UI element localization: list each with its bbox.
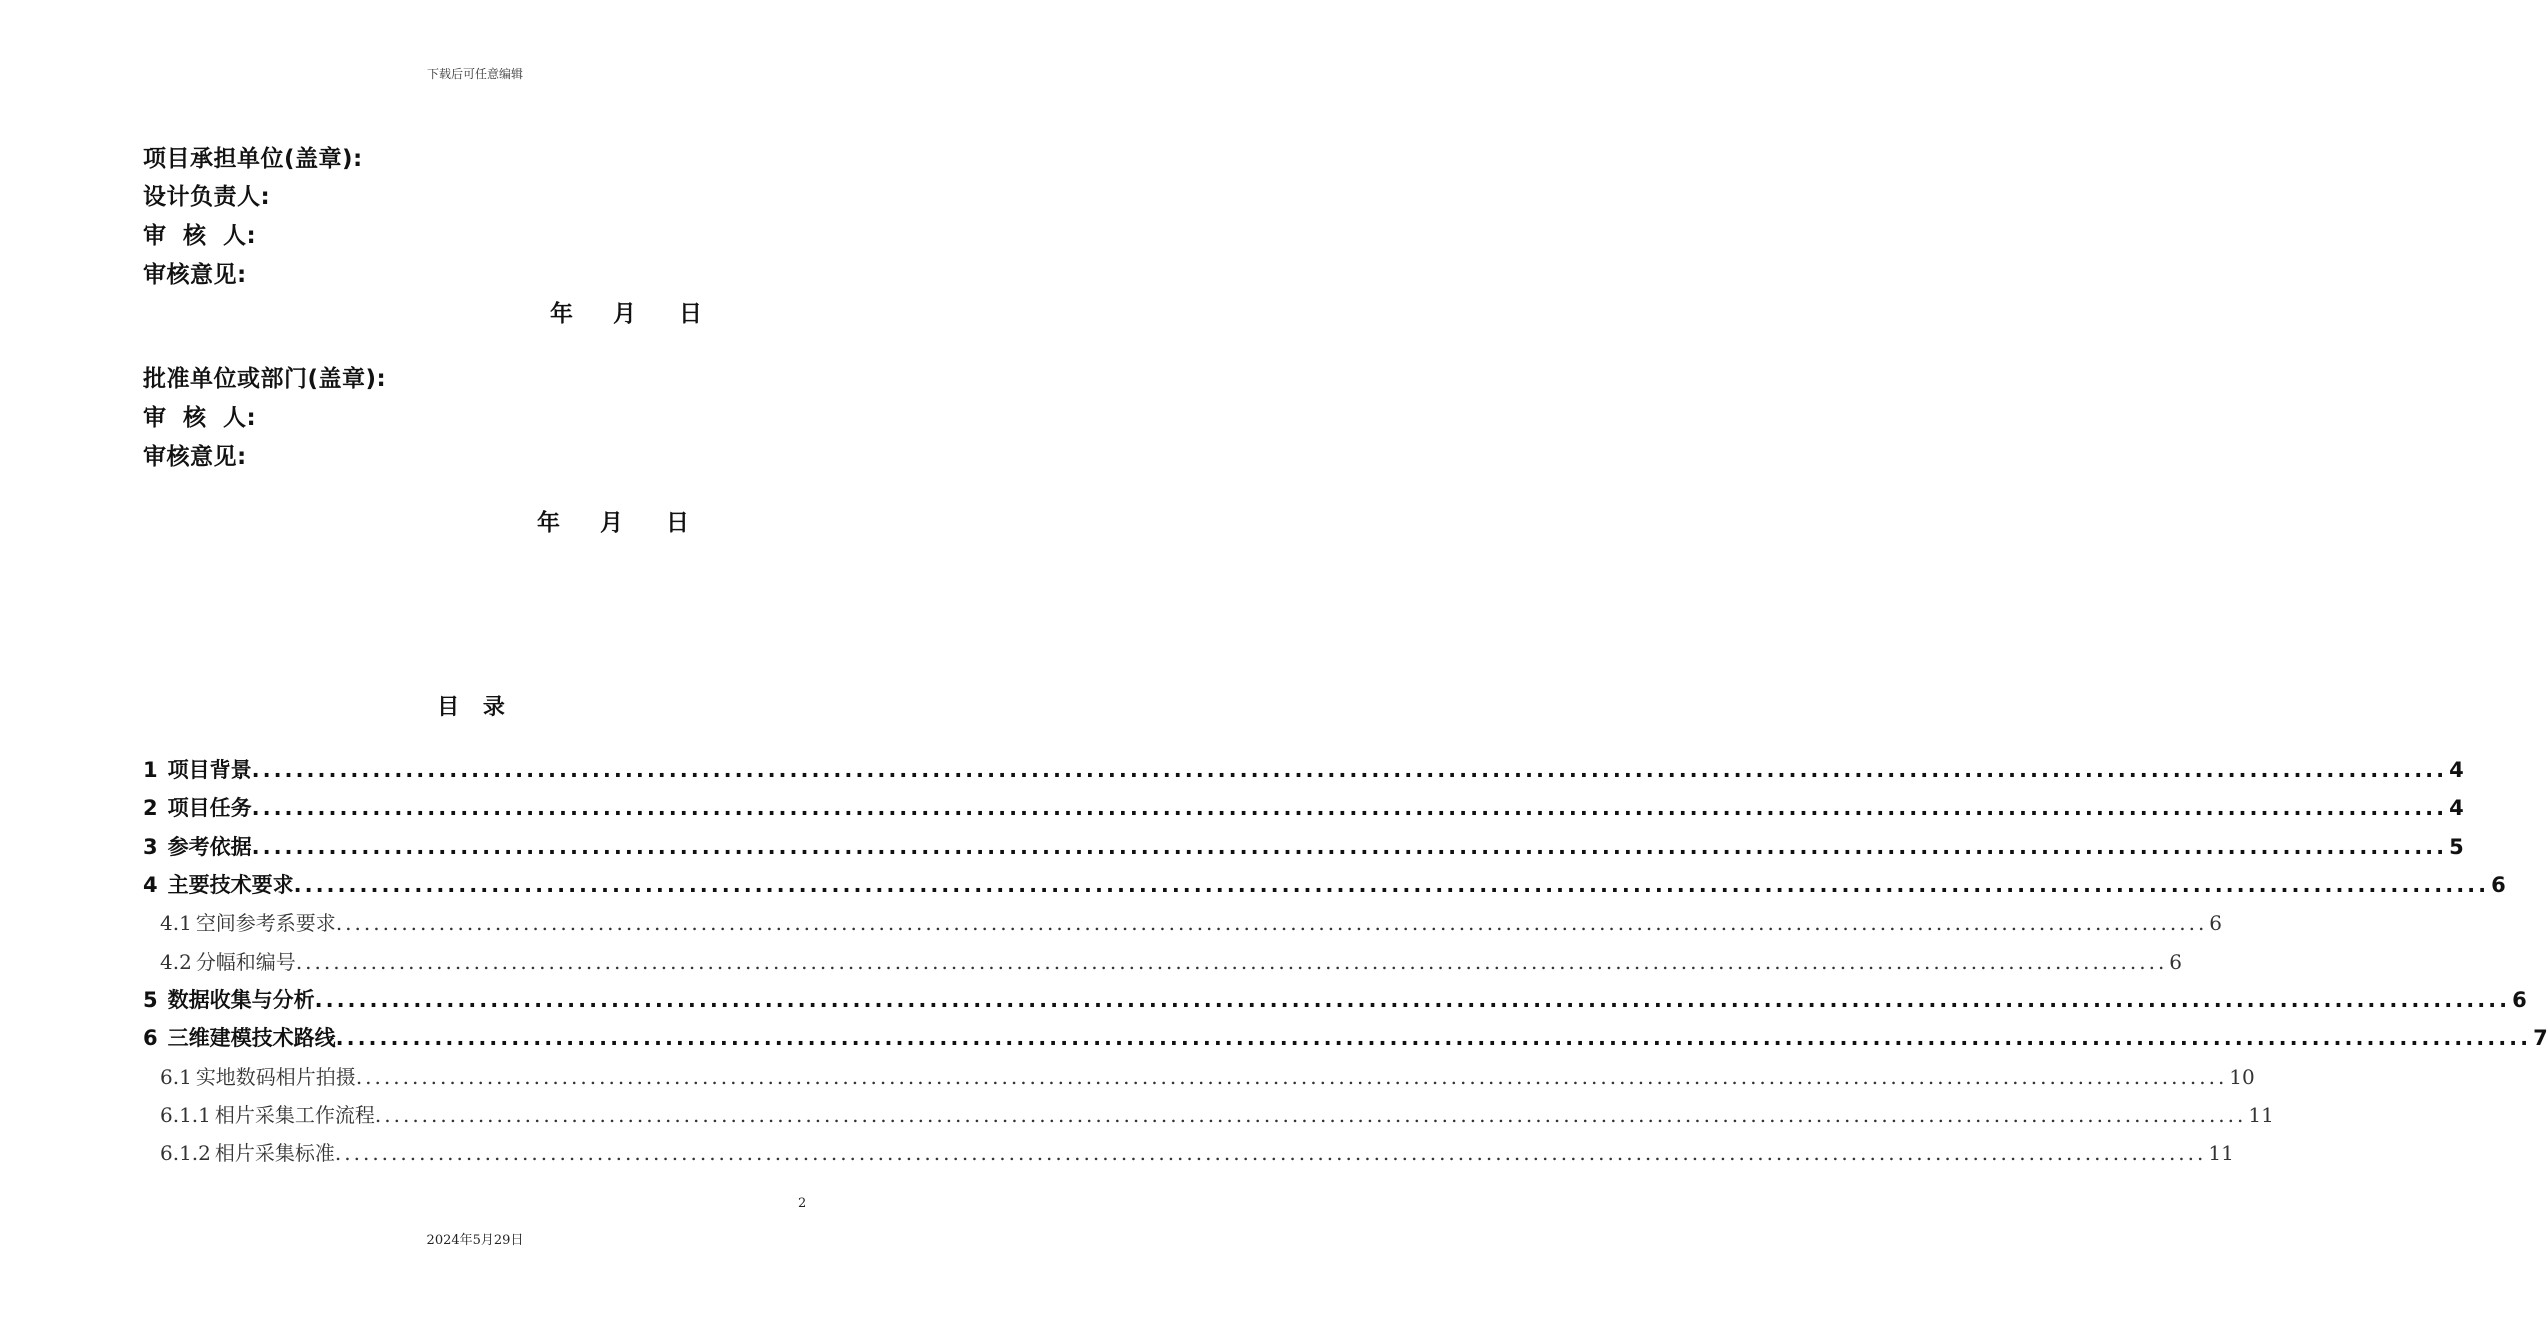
toc-leader: ........................................................................................................................................................................................................: [293, 873, 2490, 897]
toc-page-number: 6: [2169, 950, 2183, 974]
toc-entry[interactable]: 6 三维建模技术路线 ........................................................................................................................................................................................................ 7: [143, 1022, 805, 1052]
toc-entry[interactable]: 4 主要技术要求 ........................................................................................................................................................................................................ 6: [143, 869, 805, 899]
day-label: 日: [679, 301, 702, 327]
toc-entry-title: 三维建模技术路线: [167, 1026, 336, 1050]
toc-page-number: 4: [2449, 758, 2464, 782]
toc-entry-title: 项目任务: [167, 796, 252, 820]
toc-entry-title: 项目背景: [167, 758, 252, 782]
header-note: 下载后可任意编辑: [426, 67, 523, 81]
toc-entry-title: 主要技术要求: [167, 873, 294, 897]
toc-entry-title: 实地数码相片拍摄: [195, 1065, 356, 1089]
toc-entry[interactable]: 6.1.2 相片采集标准 ........................................................................................................................................................................................................ 11: [160, 1137, 805, 1167]
year-label: 年: [537, 510, 560, 536]
toc-entry[interactable]: 3 参考依据 ........................................................................................................................................................................................................ 5: [143, 831, 805, 861]
undertaking-unit-label: 项目承担单位(盖章):: [143, 146, 363, 172]
toc-entry[interactable]: 6.1.1 相片采集工作流程 ........................................................................................................................................................................................................ 11: [160, 1099, 805, 1129]
toc-leader: ........................................................................................................................................................................................................: [335, 911, 2208, 935]
toc-leader: ........................................................................................................................................................................................................: [295, 950, 2168, 974]
toc-title: 目 录: [437, 695, 513, 720]
toc-page-number: 11: [2248, 1103, 2274, 1127]
page-number: 2: [798, 1196, 807, 1211]
toc-leader: ........................................................................................................................................................................................................: [314, 988, 2511, 1012]
month-label: 月: [613, 301, 636, 327]
toc-page-number: 6: [2209, 911, 2223, 935]
toc-leader: ........................................................................................................................................................................................................: [355, 1065, 2228, 1089]
toc-page-number: 6: [2512, 988, 2527, 1012]
toc-entry-title: 相片采集工作流程: [214, 1103, 375, 1127]
footer-date: 2024年5月29日: [426, 1233, 524, 1248]
toc-entry-title: 参考依据: [167, 835, 252, 859]
design-lead-label: 设计负责人:: [143, 184, 271, 210]
toc-leader: ........................................................................................................................................................................................................: [251, 796, 2448, 820]
toc-leader: ........................................................................................................................................................................................................: [374, 1103, 2247, 1127]
year-label: 年: [550, 301, 573, 327]
toc-entry-title: 数据收集与分析: [167, 988, 315, 1012]
approval-date-1: [0, 295, 950, 325]
toc-entry[interactable]: 5 数据收集与分析 ........................................................................................................................................................................................................ 6: [143, 984, 805, 1014]
review-opinion-label: 审核意见:: [143, 262, 247, 288]
toc-entry-title: 空间参考系要求: [195, 911, 336, 935]
toc-leader: ........................................................................................................................................................................................................: [335, 1026, 2532, 1050]
toc-page-number: 5: [2449, 835, 2464, 859]
toc-page-number: 11: [2208, 1141, 2234, 1165]
reviewer-label: 审 核 人:: [143, 223, 257, 249]
toc-page-number: 4: [2449, 796, 2464, 820]
month-label: 月: [600, 510, 623, 536]
toc-leader: ........................................................................................................................................................................................................: [251, 758, 2448, 782]
toc-leader: ........................................................................................................................................................................................................: [251, 835, 2448, 859]
toc-page-number: 7: [2533, 1026, 2548, 1050]
toc-entry[interactable]: 4.2 分幅和编号 ........................................................................................................................................................................................................ 6: [160, 946, 805, 976]
approving-unit-label: 批准单位或部门(盖章):: [143, 366, 387, 392]
toc-entry[interactable]: 4.1 空间参考系要求 ........................................................................................................................................................................................................ 6: [160, 907, 805, 937]
day-label: 日: [666, 510, 689, 536]
toc-entry-title: 分幅和编号: [195, 950, 296, 974]
toc-page-number: 6: [2491, 873, 2506, 897]
toc-entry-title: 相片采集标准: [214, 1141, 335, 1165]
toc-leader: ........................................................................................................................................................................................................: [334, 1141, 2207, 1165]
toc-entry[interactable]: 1 项目背景 ........................................................................................................................................................................................................ 4: [143, 754, 805, 784]
review-opinion-label-2: 审核意见:: [143, 444, 247, 470]
reviewer-label-2: 审 核 人:: [143, 405, 257, 431]
toc-page-number: 10: [2229, 1065, 2255, 1089]
approval-date-2: [0, 504, 950, 534]
toc-entry[interactable]: 6.1 实地数码相片拍摄 ........................................................................................................................................................................................................ 10: [160, 1061, 805, 1091]
toc-entry[interactable]: 2 项目任务 ........................................................................................................................................................................................................ 4: [143, 792, 805, 822]
